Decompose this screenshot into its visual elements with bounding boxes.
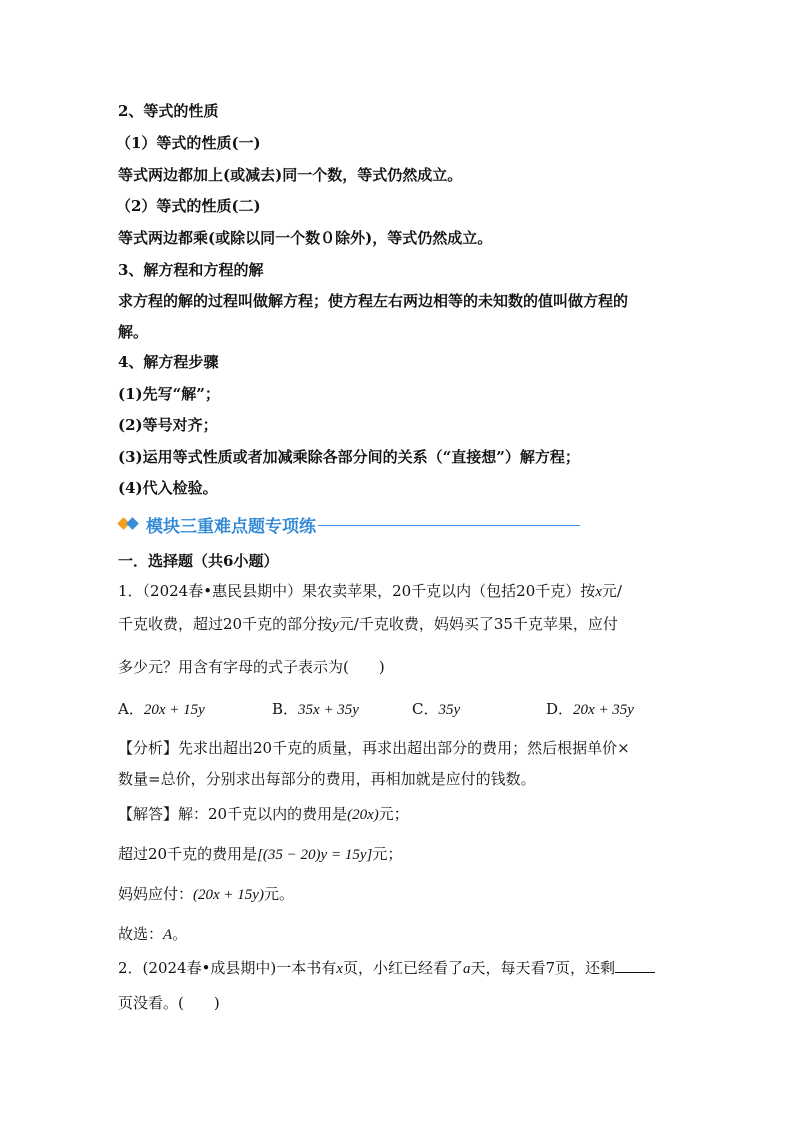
section-4-title: 4、解方程步骤 bbox=[118, 353, 219, 371]
step-item: (1)先写“解”； bbox=[118, 385, 220, 403]
step-item: (2)等号对齐； bbox=[118, 416, 218, 434]
section-2-text1: 等式两边都加上(或减去)同一个数，等式仍然成立。 bbox=[118, 166, 463, 184]
section-2-sub1: （1）等式的性质(一) bbox=[116, 134, 261, 152]
q1-line1: 1．（2024春•惠民县期中）果农卖苹果，20千克以内（包括20千克）按x元/ bbox=[118, 582, 622, 600]
section-2-title: 2、等式的性质 bbox=[118, 102, 219, 120]
diamond-icon bbox=[118, 517, 140, 531]
module-divider bbox=[318, 525, 580, 526]
q1-choice: 故选：A。 bbox=[118, 925, 188, 943]
section-3-text-line2: 解。 bbox=[118, 323, 149, 341]
section-2-text2: 等式两边都乘(或除以同一个数０除外)，等式仍然成立。 bbox=[118, 229, 493, 247]
step-item: (3)运用等式性质或者加减乘除各部分间的关系（“直接想”）解方程； bbox=[118, 448, 580, 466]
q1-answer-line2: 超过20千克的费用是[(35 − 20)y = 15y]元； bbox=[118, 845, 403, 863]
part-heading: 一．选择题（共6小题） bbox=[118, 552, 279, 570]
option-b[interactable]: B．35x + 35y bbox=[272, 700, 359, 718]
answer-blank[interactable] bbox=[615, 957, 655, 973]
q1-line3: 多少元？用含有字母的式子表示为( ) bbox=[118, 658, 385, 676]
option-d[interactable]: D．20x + 35y bbox=[546, 700, 634, 718]
section-3-text-line1: 求方程的解的过程叫做解方程；使方程左右两边相等的未知数的值叫做方程的 bbox=[118, 292, 629, 310]
q1-answer-line3: 妈妈应付：(20x + 15y)元。 bbox=[118, 885, 294, 903]
q2-line2: 页没看。( ) bbox=[118, 994, 220, 1012]
q2-line1: 2．(2024春•成县期中)一本书有x页，小红已经看了a天，每天看7页，还剩 bbox=[118, 957, 655, 979]
q1-analysis-line1: 【分析】先求出超出20千克的质量，再求出超出部分的费用；然后根据单价× bbox=[118, 739, 630, 757]
section-3-title: 3、解方程和方程的解 bbox=[118, 261, 264, 279]
section-2-sub2: （2）等式的性质(二) bbox=[116, 197, 261, 215]
q1-analysis-line2: 数量=总价，分别求出每部分的费用，再相加就是应付的钱数。 bbox=[118, 770, 536, 788]
module-header bbox=[118, 512, 580, 536]
q1-line2: 千克收费，超过20千克的部分按y元/千克收费，妈妈买了35千克苹果，应付 bbox=[118, 615, 618, 633]
module-title: 模块三重难点题专项练 bbox=[146, 516, 316, 537]
option-c[interactable]: C．35y bbox=[412, 700, 461, 718]
option-a[interactable]: A．20x + 15y bbox=[118, 700, 205, 718]
q1-answer-line1: 【解答】解：20千克以内的费用是(20x)元； bbox=[118, 805, 409, 823]
step-item: (4)代入检验。 bbox=[118, 479, 218, 497]
